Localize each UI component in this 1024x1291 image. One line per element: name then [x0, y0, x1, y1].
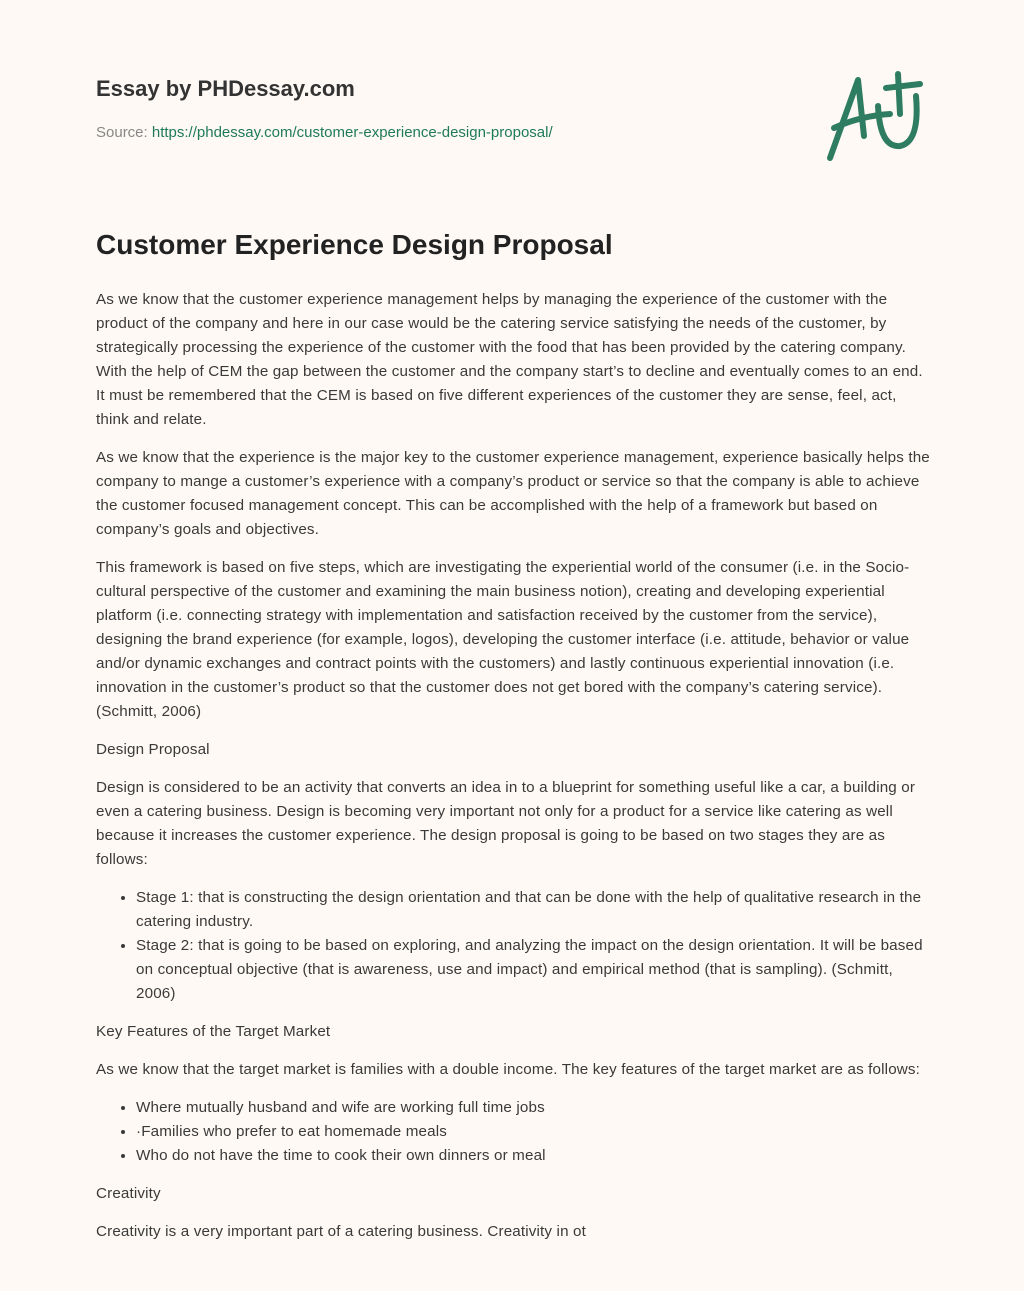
a-plus-logo	[820, 66, 930, 166]
section-heading-creativity: Creativity	[96, 1185, 161, 1202]
section-heading-key-features: Key Features of the Target Market	[96, 1023, 331, 1040]
list-item: • Stage 2: that is going to be based on exploring, and analyzing the impact on the design orientation. It will be based on conceptual objective (that is awareness, use and impact) and empirical method (that is sampling). (Schmitt, 2006)	[136, 934, 932, 1006]
paragraph: As we know that the customer experience management helps by managing the experience of the customer with the product of the company and here in our case would be the catering service satisfying the needs of the customer, by strategically processing the experience of the customer with the food that has been provided by the catering company. With the help of CEM the gap between the customer and the company start’s to decline and eventually comes to an end. It must be remembered that the CEM is based on five different experiences of the customer they are sense, feel, act, think and relate.	[96, 291, 923, 428]
paragraph: As we know that the target market is families with a double income. The key features of the target market are as follows:	[96, 1061, 921, 1078]
list-item: • Who do not have the time to cook their own dinners or meal	[136, 1144, 932, 1168]
stages-list	[96, 886, 932, 1006]
paragraph: Creativity is a very important part of a catering business. Creativity in ot	[96, 1223, 586, 1240]
source-link[interactable]: https://phdessay.com/customer-experience-design-proposal/	[151, 124, 553, 141]
source-line	[96, 124, 553, 141]
paragraph: Design is considered to be an activity that converts an idea in to a blueprint for something useful like a car, a building or even a catering business. Design is becoming very important not only for a product for a service like catering as well because it increases the customer experience. The design proposal is going to be based on two stages they are as follows:	[96, 779, 916, 868]
essay-content	[96, 226, 932, 1258]
list-item: • Stage 1: that is constructing the design orientation and that can be done with the help of qualitative research in the catering industry.	[136, 886, 932, 934]
source-label: Source:	[96, 124, 148, 141]
features-list	[96, 1096, 932, 1168]
paragraph: As we know that the experience is the major key to the customer experience management, experience basically helps the company to mange a customer’s experience with a company’s product or service so that the company is able to achieve the customer focused management concept. This can be accomplished with the help of a framework but based on company’s goals and objectives.	[96, 449, 930, 538]
essay-title: Customer Experience Design Proposal	[96, 229, 613, 260]
site-title: Essay by PHDessay.com	[96, 76, 355, 101]
list-item: • ·Families who prefer to eat homemade meals	[136, 1120, 932, 1144]
paragraph: This framework is based on five steps, which are investigating the experiential world of the consumer (i.e. in the Socio-cultural perspective of the customer and examining the main business notion), creating and developing experiential platform (i.e. connecting strategy with implementation and satisfaction received by the customer from the service), designing the brand experience (for example, logos), developing the customer interface (i.e. attitude, behavior or value and/or dynamic exchanges and contract points with the customers) and lastly continuous experiential innovation (i.e. innovation in the customer’s product so that the customer does not get bored with the company’s catering service). (Schmitt, 2006)	[96, 559, 910, 720]
list-item: • Where mutually husband and wife are working full time jobs	[136, 1096, 932, 1120]
section-heading-design-proposal: Design Proposal	[96, 741, 210, 758]
